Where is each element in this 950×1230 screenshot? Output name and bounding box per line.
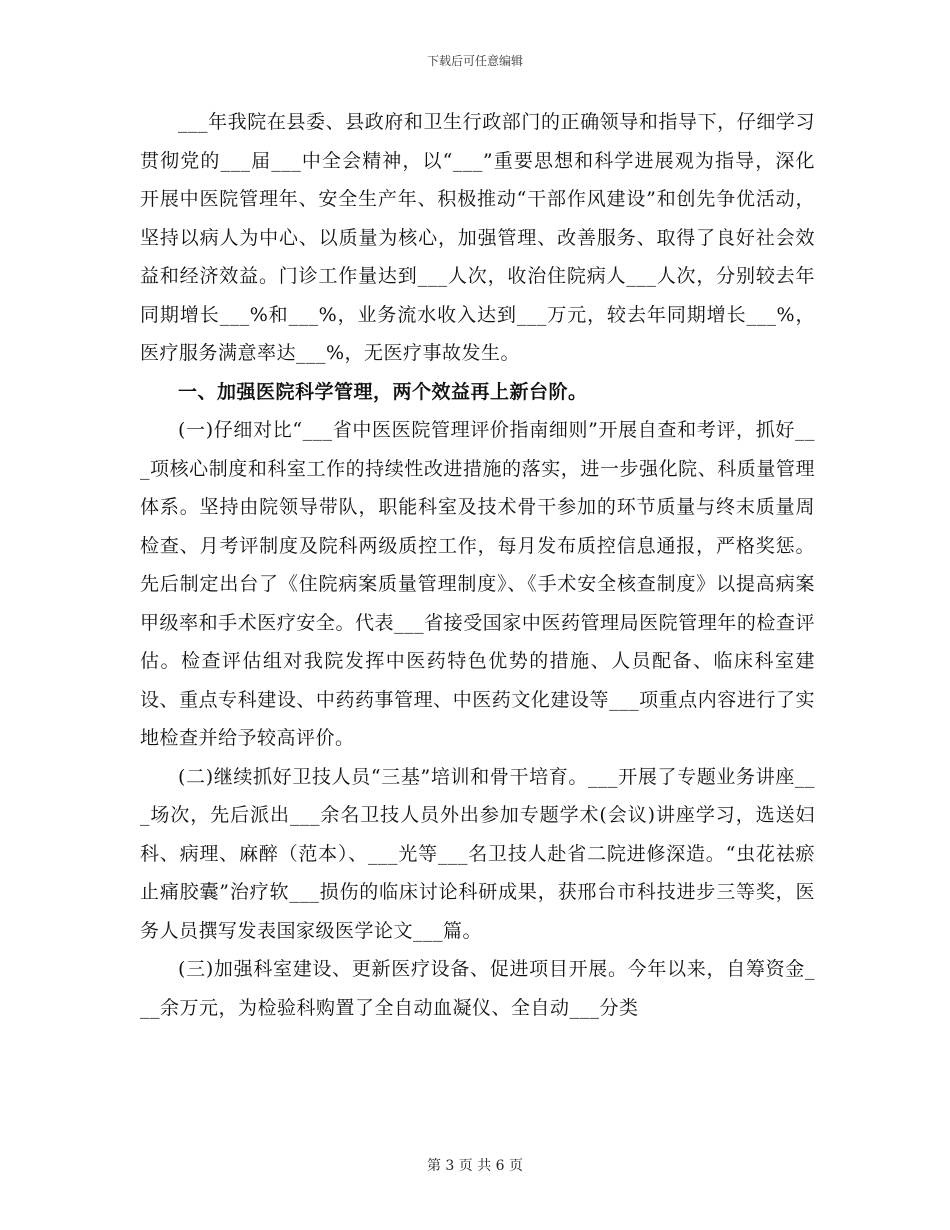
paragraph-item-2: (二)继续抓好卫技人员“三基”培训和骨干培育。___开展了专题业务讲座___场次，先后派出___余名卫技人员外出参加专题学术(会议)讲座学习，选送妇科、病理、麻醉（范本）、___光等___名卫技人赴省二院进修深造。“虫花祛瘀止痛胶囊”治疗软___损伤的临床讨论科研成果，获邢台市科技进步三等奖，医务人员撰写发表国家级医学论文___篇。 [140, 765, 815, 942]
document-body [140, 103, 815, 1027]
page-number: 第 3 页 共 6 页 [426, 1158, 524, 1174]
section-heading-1: 一、加强医院科学管理，两个效益再上新台阶。 [178, 380, 588, 403]
page-header-note: 下载后可任意编辑 [426, 54, 523, 68]
paragraph-item-1: (一)仔细对比“___省中医医院管理评价指南细则”开展自查和考评，抓好___项核心制度和科室工作的持续性改进措施的落实，进一步强化院、科质量管理体系。坚持由院领导带队，职能科室及技术骨干参加的环节质量与终末质量周检查、月考评制度及院科两级质控工作，每月发布质控信息通报，严格奖惩。先后制定出台了《住院病案质量管理制度》、《手术安全核查制度》以提高病案甲级率和手术医疗安全。代表___省接受国家中医药管理局医院管理年的检查评估。检查评估组对我院发挥中医药特色优势的措施、人员配备、临床科室建设、重点专科建设、中药药事管理、中医药文化建设等___项重点内容进行了实地检查并给予较高评价。 [140, 419, 815, 749]
intro-paragraph: ___年我院在县委、县政府和卫生行政部门的正确领导和指导下，仔细学习贯彻党的___届___中全会精神，以“___”重要思想和科学进展观为指导，深化开展中医院管理年、安全生产年、积极推动“干部作风建设”和创先争优活动，坚持以病人为中心、以质量为核心，加强管理、改善服务、取得了良好社会效益和经济效益。门诊工作量达到___人次，收治住院病人___人次，分别较去年同期增长___%和___%，业务流水收入达到___万元，较去年同期增长___%，医疗服务满意率达___%，无医疗事故发生。 [140, 111, 815, 364]
paragraph-item-3: (三)加强科室建设、更新医疗设备、促进项目开展。今年以来，自筹资金___余万元，为检验科购置了全自动血凝仪、全自动___分类 [140, 958, 815, 1019]
